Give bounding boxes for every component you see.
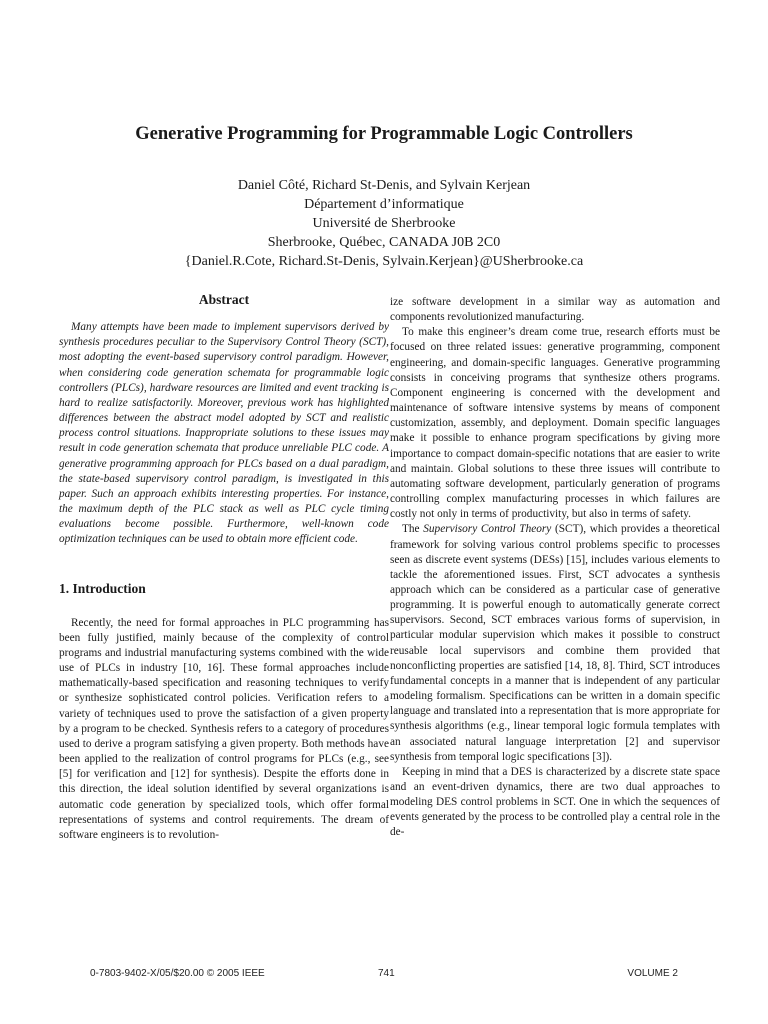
section-heading-introduction: 1. Introduction (59, 580, 146, 596)
body-paragraph-4: Keeping in mind that a DES is characterized by a discrete state space and an event-driven dynamics, there are two dual approaches to modeling DES control problems in SCT. One in which the sequences of events generated by the process to be controlled play a central role in the de- (390, 765, 720, 839)
body-paragraph-3-italic: Supervisory Control Theory (423, 523, 552, 536)
footer-copyright: 0-7803-9402-X/05/$20.00 © 2005 IEEE (90, 968, 265, 979)
author-emails: {Daniel.R.Cote, Richard.St-Denis, Sylvain.Kerjean}@USherbrooke.ca (184, 254, 584, 269)
author-names: Daniel Côté, Richard St-Denis, and Sylvain Kerjean (237, 178, 531, 193)
footer-page-number: 741 (378, 968, 395, 979)
body-paragraph-2: To make this engineer’s dream come true, research efforts must be focused on three related issues: generative programming, component engineering, and domain-specific languages. Generative programming consists in conceiving programs that synthesize others programs. Component engineering is concerned with the development and maintenance of software intensive systems by means of component customization, assembly, and deployment. Domain specific languages make it possible to enhance program specifications by giving more importance to compact domain-specific notations that are easier to write and maintain. Global solutions to these three issues will contribute to automating software development, particularly generation of programs controlling complex manufacturing processes in which failures are costly not only in terms of productivity, but also in terms of safety. (390, 326, 720, 521)
author-address: Sherbrooke, Québec, CANADA J0B 2C0 (267, 235, 501, 250)
right-column (390, 295, 720, 841)
author-university: Université de Sherbrooke (312, 216, 456, 231)
footer-volume: VOLUME 2 (627, 968, 678, 979)
left-column (59, 292, 389, 843)
body-paragraph-1: ize software development in a similar way as automation and components revolutionized manufacturing. (390, 296, 720, 324)
intro-paragraph-1: Recently, the need for formal approaches in PLC programming has been fully justified, mainly because of the complexity of control programs and industrial manufacturing systems combined with the wide use of PLCs in industry [10, 16]. These formal approaches include mathematically-based specification and reasoning techniques to verify or synthesize sophisticated control policies. Verification refers to a variety of techniques used to prove the satisfaction of a given property by a program to be checked. Synthesis refers to a category of procedures used to derive a program satisfying a given property. Both methods have been applied to the realization of control programs for PLCs (e.g., see [5] for verification and [12] for synthesis). Despite the efforts done in this direction, the ideal solution identified by several organizations is automatic code generation by specialized tools, which offer formal representations of systems and control requirements. The dream of software engineers is to revolution- (59, 616, 389, 841)
abstract-text: Many attempts have been made to implement supervisors derived by synthesis procedures peculiar to the Supervisory Control Theory (SCT), most adopting the event-based supervisory control paradigm. However, when considering code generation schemata for programmable logic controllers (PLCs), hardware resources are limited and event tracking is hard to realize satisfactorily. Moreover, previous work has highlighted differences between the abstract model adopted by SCT and realistic process control situations. Inappropriate solutions to these issues may result in code generation schemata that produce unreliable PLC code. A generative programming approach for PLCs based on a dual paradigm, the state-based supervisory control paradigm, is investigated in this paper. Such an approach exhibits interesting properties. For instance, the maximum depth of the PLC stack as well as PLC cycle timing evaluations become possible. Furthermore, well-known code optimization techniques can be used to obtain more efficient code. (59, 321, 389, 546)
body-paragraph-3-rest: (SCT), which provides a theoretical framework for solving various control problems specific to processes seen as discrete event systems (DESs) [15], includes various elements to tackle the aforementioned issues. First, SCT advocates a synthesis approach which can be considered as a particular case of generative programming. It is powerful enough to automatically generate correct supervisors. Second, SCT embraces various forms of supervision, in particular modular supervision which makes it possible to construct reusable local supervisors and combine them provided that nonconflicting properties are satisfied [14, 18, 8]. Third, SCT introduces fundamental concepts in a manner that is independent of any particular modeling formalism. Specifications can be written in a domain specific language and translated into a representation that is more appropriate for synthesis algorithms (e.g., linear temporal logic formula templates with an associated natural language interpretation [2] and supervisor synthesis from temporal logic specifications [3]). (390, 523, 720, 763)
body-paragraph-3 (390, 522, 720, 765)
abstract-heading: Abstract (198, 292, 250, 307)
author-block (0, 176, 768, 271)
author-department: Département d’informatique (304, 197, 464, 212)
paper-title: Generative Programming for Programmable Logic Controllers (135, 124, 633, 144)
body-paragraph-3-prefix: The (402, 523, 424, 536)
